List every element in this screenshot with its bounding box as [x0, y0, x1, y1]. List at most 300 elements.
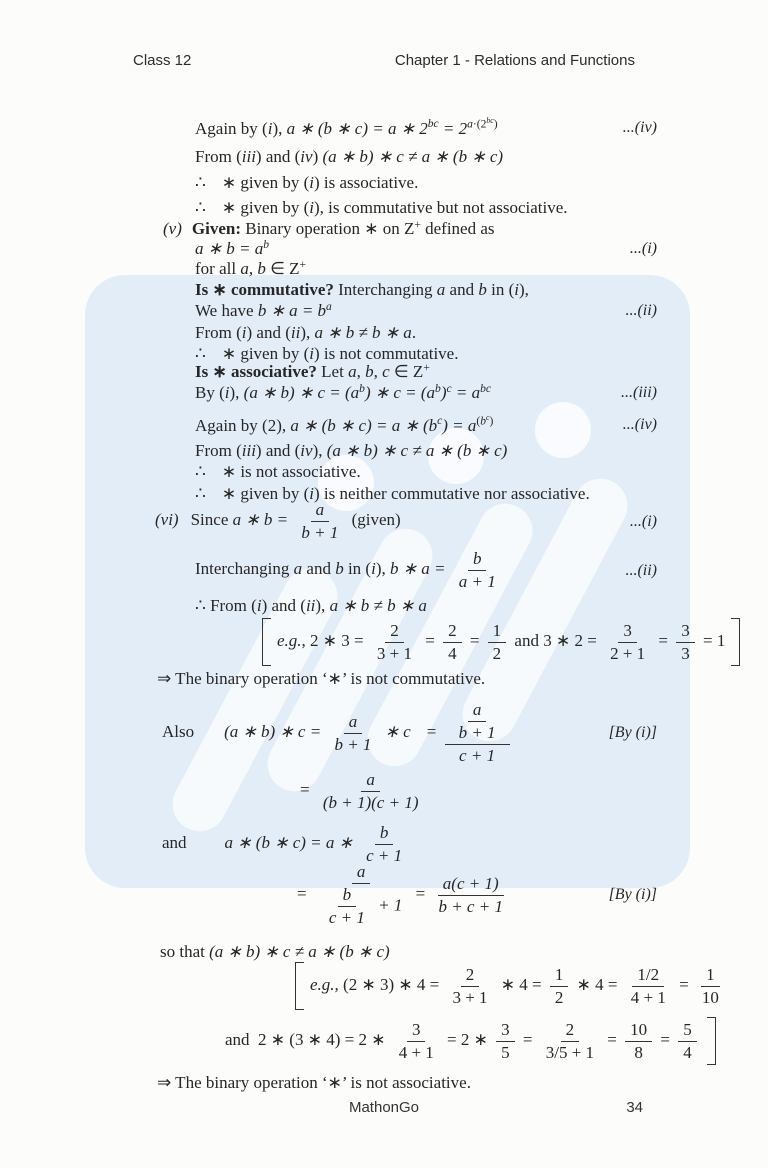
line-runs [195, 441, 507, 460]
text-run: a [240, 259, 249, 278]
fraction [488, 621, 507, 664]
text-run: ) [493, 117, 498, 131]
text-run: Since [190, 510, 233, 530]
line-runs [157, 669, 485, 688]
text-run: iii [241, 441, 256, 460]
text-run: c [437, 414, 443, 428]
text-run: a [348, 362, 357, 381]
text-run: ), [518, 280, 529, 299]
text-run: = [420, 630, 440, 650]
footer-page-number: 34 [626, 1099, 643, 1116]
text-run: a ∗ b = [232, 510, 293, 530]
line-runs [262, 620, 740, 663]
denominator [605, 643, 650, 664]
text-run: c [382, 362, 390, 381]
text-run: a [472, 700, 482, 719]
line-again-by-i [195, 117, 657, 140]
line-interchanging-vi [195, 549, 657, 592]
text-run: a ∗ b ≠ b ∗ a [314, 323, 412, 342]
line-runs [195, 549, 505, 591]
text-run: i [309, 173, 314, 192]
superscript [476, 414, 493, 427]
text-run: ∗ is not associative. [221, 462, 361, 481]
text-run: 3 [681, 620, 690, 640]
fraction [550, 965, 569, 1008]
text-run: Let [316, 362, 349, 381]
fraction [443, 621, 462, 664]
text-run: 2 [390, 620, 399, 640]
text-run: ∴ [195, 344, 206, 363]
text-run: ∴ [195, 198, 206, 217]
numerator [311, 500, 330, 522]
bracket-right-icon [731, 618, 740, 666]
denominator [541, 1042, 599, 1063]
fraction [678, 1020, 697, 1063]
text-run: b [478, 280, 487, 299]
equation-tag: ...(i) [629, 240, 657, 257]
text-run: , [248, 259, 258, 278]
fraction [394, 1020, 439, 1063]
line-eg-commutative [262, 618, 726, 666]
text-run: (a ∗ b) ∗ c ≠ a ∗ (b ∗ c) [209, 942, 390, 961]
fraction [605, 621, 650, 664]
line-runs [163, 219, 495, 238]
numerator [385, 621, 404, 643]
text-run: and 3 ∗ 2 = [510, 630, 602, 650]
text-run: ∗ given by ( [221, 173, 310, 192]
text-run: 3 [411, 1019, 421, 1039]
footer-brand: MathonGo [348, 1099, 420, 1116]
line-star-not-associative [195, 461, 657, 483]
line-runs [157, 1073, 471, 1092]
text-run: ∴ [195, 484, 206, 503]
text-run: iv [300, 147, 313, 166]
line-runs [195, 596, 427, 615]
text-run: = 1 [698, 630, 726, 650]
text-run: a ∗ b ≠ b ∗ a [329, 596, 427, 615]
text-run: 4 [683, 1042, 692, 1062]
text-run: ∗ given by ( [221, 344, 310, 363]
text-run: ∗ c [380, 721, 411, 741]
denominator [454, 722, 501, 743]
text-run: = [654, 630, 673, 650]
denominator [496, 1042, 515, 1063]
text-run: i [371, 559, 376, 579]
fraction [454, 700, 501, 743]
superscript [423, 362, 430, 374]
fraction [626, 965, 671, 1008]
text-run: ⇒ The binary operation ‘∗’ is not commutative. [157, 669, 486, 688]
text-run: 8 [634, 1042, 643, 1062]
text-run: a [315, 500, 325, 519]
denominator [433, 896, 508, 917]
text-run: ) and ( [261, 596, 306, 615]
equation-tag: ...(i) [629, 512, 657, 530]
line-again-by-2 [195, 414, 657, 437]
equation-tag: ...(iv) [622, 119, 657, 137]
line-runs [195, 362, 430, 381]
text-run: b + 1 [301, 523, 339, 542]
line-runs [195, 462, 361, 481]
denominator [372, 643, 417, 664]
text-run: i [309, 484, 314, 503]
text-run: ·(2 [472, 117, 487, 131]
text-run: a ∗ b = a [195, 239, 264, 258]
header-chapter-title: Chapter 1 - Relations and Functions [394, 52, 635, 69]
text-run: (vi) [155, 510, 179, 530]
text-run: a ∗ (b ∗ c) = a ∗ (b [290, 415, 438, 435]
line-runs [300, 770, 427, 812]
text-run: + 1 [373, 895, 403, 915]
line-therefore-from-i-ii [195, 595, 657, 617]
text-run: so that [160, 942, 210, 961]
fraction [433, 874, 508, 917]
numerator [468, 549, 487, 571]
fraction [454, 549, 501, 592]
numerator [632, 965, 664, 987]
text-run: ), [229, 383, 244, 402]
line-is-associative [195, 361, 657, 383]
text-run: b [359, 381, 365, 395]
text-run: b [263, 237, 269, 251]
denominator [454, 745, 500, 766]
line-runs [195, 173, 418, 192]
fraction [445, 700, 510, 766]
denominator [329, 734, 376, 755]
text-run: a [293, 559, 303, 579]
equation-tag: [By (i)] [608, 724, 657, 741]
text-run: Binary operation ∗ on Z [240, 219, 415, 238]
text-run: ∗ given by ( [221, 198, 310, 217]
text-run: + [299, 257, 307, 271]
numerator [468, 700, 487, 722]
denominator [454, 571, 501, 592]
text-run: = a [451, 383, 481, 402]
text-run: ∴ [195, 173, 206, 192]
text-run: ) and ( [255, 147, 301, 166]
superscript [263, 239, 269, 251]
numerator [443, 621, 462, 643]
numerator [407, 1020, 426, 1042]
numerator [461, 965, 480, 987]
text-run: i [514, 280, 519, 299]
text-run: b + c + 1 [438, 896, 503, 916]
numerator [352, 862, 371, 884]
line-runs [195, 239, 269, 258]
text-run: 4 + 1 [630, 987, 666, 1007]
denominator [550, 987, 569, 1008]
line-runs [195, 323, 416, 342]
line-runs [162, 823, 411, 865]
denominator [315, 884, 408, 928]
numerator [561, 1020, 580, 1042]
equation-tag: ...(iv) [622, 416, 657, 434]
numerator [338, 885, 357, 907]
text-run: a ∗ (b ∗ c) = a ∗ 2 [286, 118, 428, 138]
text-run: From ( [195, 441, 242, 460]
text-run: ), is commutative but not associative. [314, 198, 568, 217]
text-run: ∗ given by ( [221, 484, 310, 503]
text-run: 4 [448, 643, 457, 663]
line-arrow-not-commutative [157, 668, 657, 690]
text-run: ) [312, 147, 323, 166]
numerator [361, 770, 380, 792]
line-a-star-b [195, 238, 657, 260]
text-run: b + 1 [458, 723, 496, 742]
text-run: Given: [191, 219, 241, 238]
line-v-given [163, 218, 657, 240]
fraction [372, 621, 417, 664]
text-run: i [309, 344, 314, 363]
text-run: 2 ∗ 3 = [310, 630, 368, 650]
numerator [676, 621, 695, 643]
text-run: ), [272, 118, 287, 138]
text-run: We have [195, 301, 258, 320]
text-run: a [467, 117, 473, 131]
superscript [480, 383, 491, 395]
text-run: = [465, 630, 484, 650]
line-runs [195, 147, 503, 166]
line-by-i [195, 382, 657, 404]
fraction [296, 500, 343, 543]
text-run: 1 [554, 964, 564, 984]
fraction [625, 1020, 652, 1063]
line-runs [195, 198, 568, 217]
line-and-abc [162, 823, 657, 866]
text-run: ∗ 4 = [496, 974, 546, 994]
line-eg-assoc-2 [225, 1017, 692, 1065]
text-run: b [435, 381, 441, 395]
bracket-left-icon [295, 962, 304, 1010]
text-run: = [603, 1029, 622, 1049]
text-run: ), [375, 559, 390, 579]
bracket-right-icon [707, 1017, 716, 1065]
text-run: Again by (2), [195, 415, 291, 435]
text-run: + [423, 360, 430, 374]
text-run: 10 [701, 987, 719, 1007]
text-run: defined as [420, 219, 495, 238]
text-run: 3 [681, 643, 690, 663]
text-run: (2 ∗ 3) ∗ 4 = [343, 974, 444, 994]
text-run: e.g., [310, 974, 344, 994]
text-run: in ( [486, 280, 515, 299]
superscript [486, 117, 493, 125]
line-runs [155, 500, 401, 542]
fraction [329, 712, 376, 755]
text-run: ), [300, 323, 315, 342]
line-runs [225, 1019, 716, 1062]
text-run: = [656, 1029, 675, 1049]
text-run: Interchanging [195, 559, 294, 579]
text-run: bc [480, 381, 492, 395]
line-from-iii-iv [195, 146, 657, 168]
text-run: a [348, 711, 358, 731]
text-run: b + 1 [334, 734, 372, 754]
fraction [315, 862, 408, 928]
equation-tag: [By (i)] [608, 886, 657, 903]
equation-tag: ...(iii) [621, 384, 657, 401]
text-run: for all [195, 259, 241, 278]
page-header [133, 52, 635, 69]
numerator [618, 621, 637, 643]
bracket-left-icon [262, 618, 271, 666]
text-run: 3 + 1 [452, 987, 488, 1007]
text-run: ∗ 4 = [572, 974, 622, 994]
text-run: i [256, 596, 262, 615]
numerator [438, 874, 504, 896]
line-from-iii-iv-2 [195, 440, 657, 462]
text-run: ), [312, 441, 327, 460]
line-runs [160, 942, 390, 961]
text-run: b ∗ a = b [257, 301, 327, 320]
superscript [467, 117, 498, 130]
text-run: bc [486, 116, 494, 125]
line-arrow-not-associative [157, 1072, 657, 1094]
line-for-all [195, 258, 657, 280]
numerator [344, 712, 363, 734]
line-runs [195, 116, 498, 138]
text-run: c + 1 [366, 846, 403, 865]
line-runs [195, 413, 494, 435]
text-run: 3/5 + 1 [545, 1042, 595, 1062]
text-run: 2 + 1 [610, 643, 646, 663]
text-run: a [356, 862, 366, 881]
text-run: 5 [501, 1042, 510, 1062]
text-run: + [414, 217, 421, 231]
text-run: ), [315, 596, 330, 615]
superscript [428, 118, 439, 130]
text-run: 3 [623, 620, 632, 640]
text-run: 1 [706, 964, 715, 984]
text-run: 2 [448, 620, 457, 640]
text-run: = [411, 883, 430, 903]
text-run: = [297, 883, 311, 903]
text-run: ∴ From ( [195, 596, 257, 615]
line-is-commutative [195, 279, 657, 301]
denominator [488, 643, 507, 664]
text-run: c [486, 413, 490, 422]
text-run: and 2 ∗ (3 ∗ 4) = 2 ∗ [225, 1029, 390, 1049]
fraction [318, 770, 424, 813]
line-runs [297, 862, 512, 927]
text-run: . [411, 323, 417, 342]
denominator [318, 792, 424, 813]
line-from-i-ii [195, 322, 657, 344]
line-so-that [160, 941, 657, 963]
text-run: and [162, 833, 187, 853]
text-run: 4 + 1 [398, 1042, 434, 1062]
line-runs [195, 280, 529, 299]
text-run: ⇒ The binary operation ‘∗’ is not associative. [157, 1073, 471, 1092]
text-run: 2 [465, 964, 475, 984]
text-run: a [326, 299, 332, 313]
text-run: 3 + 1 [376, 643, 412, 663]
text-run: 3 [501, 1019, 510, 1039]
text-run: ) and ( [246, 323, 291, 342]
text-run: (a ∗ b) ∗ c = [224, 721, 326, 741]
numerator [550, 965, 569, 987]
line-vi-since [155, 500, 657, 543]
fraction [361, 823, 407, 866]
text-run: Interchanging [333, 280, 437, 299]
fraction [676, 621, 695, 664]
text-run: b [480, 414, 487, 428]
text-run: and [302, 559, 336, 579]
text-run: From ( [195, 323, 242, 342]
superscript [326, 301, 332, 313]
text-run: = 2 ∗ [442, 1029, 493, 1049]
text-run: 5 [683, 1019, 692, 1039]
text-run: 2 [565, 1019, 575, 1039]
text-run: ∈ Z [389, 362, 424, 381]
text-run: 1/2 [637, 964, 660, 984]
denominator [443, 643, 462, 664]
fraction [541, 1020, 599, 1063]
denominator [447, 987, 492, 1008]
line-also [162, 700, 657, 766]
text-run: , [356, 362, 366, 381]
text-run: iv [300, 441, 313, 460]
text-run: (a ∗ b) ∗ c ≠ a ∗ (b ∗ c) [326, 441, 508, 460]
line-we-have [195, 300, 657, 322]
superscript [300, 259, 307, 271]
header-class-label: Class 12 [133, 52, 192, 69]
fraction [447, 965, 492, 1008]
text-run: ) and ( [255, 441, 301, 460]
text-run: a(c + 1) [442, 873, 499, 893]
denominator [626, 987, 671, 1008]
line-equals-nested [297, 862, 657, 928]
line-runs [195, 301, 332, 320]
line-eg-assoc-1 [295, 962, 719, 1010]
text-run: bc [427, 117, 439, 131]
line-therefore-commutative-not-assoc [195, 197, 657, 219]
line-runs [162, 700, 514, 765]
text-run: (a ∗ b) ∗ c ≠ a ∗ (b ∗ c) [322, 147, 504, 166]
text-run: ) is neither commutative nor associative. [314, 484, 590, 503]
text-run: e.g., [277, 630, 311, 650]
text-run: By ( [195, 383, 225, 402]
text-run: b ∗ a = [390, 559, 450, 579]
numerator [701, 965, 720, 987]
text-run: = [674, 974, 693, 994]
text-run: i [241, 323, 247, 342]
text-run: From ( [195, 147, 242, 166]
text-run: in ( [343, 559, 372, 579]
equation-tag: ...(ii) [625, 561, 657, 579]
text-run: (given) [347, 510, 401, 530]
text-run: ) is associative. [314, 173, 419, 192]
text-run: c + 1 [459, 746, 496, 765]
denominator [296, 522, 343, 543]
text-run: Again by ( [195, 118, 268, 138]
equation-tag: ...(ii) [625, 302, 657, 319]
fraction [496, 1020, 515, 1063]
text-run: iii [241, 147, 256, 166]
line-runs [195, 259, 306, 278]
text-run: Is ∗ associative? [195, 362, 317, 381]
numerator [488, 621, 507, 643]
text-run: b [342, 885, 352, 904]
text-run: (v) [163, 219, 182, 238]
text-run: c [446, 381, 452, 395]
line-runs [195, 383, 491, 402]
text-run: c + 1 [328, 908, 365, 927]
text-run: = [300, 780, 314, 800]
text-run: a + 1 [458, 572, 496, 591]
text-run: ) [489, 414, 494, 428]
text-run: b [472, 549, 482, 568]
